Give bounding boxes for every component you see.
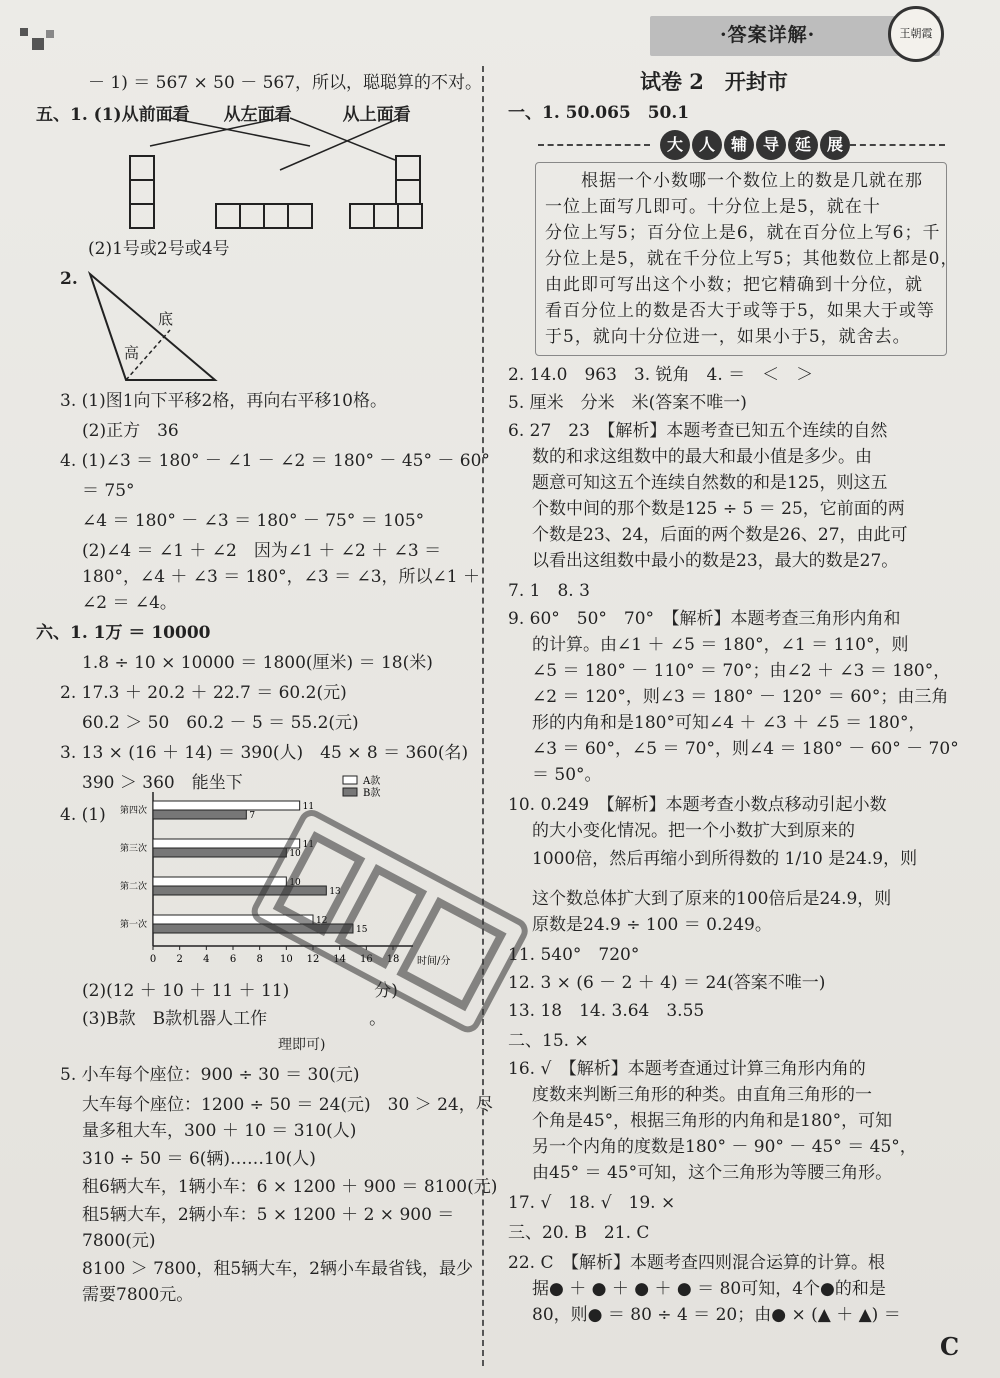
answer-line: ＝ 50°。 [532,765,602,785]
triangle-figure [80,270,230,386]
bar-value-label-a: 11 [302,802,315,812]
answer-line: 形的内角和是180°可知∠4 ＋ ∠3 ＋ ∠5 ＝ 180°， [532,713,926,733]
banner-char: 大 [660,130,690,160]
answer-line: 4. (1) [60,805,106,825]
bar-value-label-a: 10 [289,878,301,888]
figure-label-base: 底 [158,310,174,328]
answer-line: 以看出这组数中最小的数是23，最大的数是27。 [532,551,899,571]
answer-line: 1000倍，然后再缩小到所得数的 1/10 是24.9，则 [532,849,918,869]
corner-deco [46,30,54,38]
answer-line: 8100 ＞ 7800，租5辆大车，2辆小车最省钱，最少 [82,1259,473,1279]
x-tick-label: 18 [386,954,400,965]
extension-banner [660,130,850,160]
answer-line: ∠5 ＝ 180° － 110° ＝ 70°；由∠2 ＋ ∠3 ＝ 180°， [532,661,951,681]
answer-line: 9. 60° 50° 70° 【解析】本题考查三角形内角和 [508,609,901,629]
answer-line: 5. 小车每个座位：900 ÷ 30 ＝ 30(元) [60,1065,360,1085]
section-rule [850,144,945,146]
answer-line: 个数中间的那个数是125 ÷ 5 ＝ 25，它前面的两 [532,499,905,519]
category-label: 第三次 [119,844,147,854]
x-tick-label: 10 [279,954,293,965]
page-number: C [940,1332,960,1361]
extension-line: 根据一个小数哪一个数位上的数是几就在那 [545,171,923,191]
watermark-stamp [220,800,550,1060]
banner-char: 展 [820,130,850,160]
publisher-logo: 王朝霞 [888,6,944,62]
answer-line: 一、1. 50.065 50.1 [508,103,690,123]
answer-line: 2. [60,269,78,289]
x-tick-label: 2 [176,954,183,965]
answer-line: ∠4 ＝ 180° － ∠3 ＝ 180° － 75° ＝ 105° [82,511,425,531]
answer-line: 租5辆大车，2辆小车：5 × 1200 ＋ 2 × 900 ＝ [82,1205,455,1225]
answer-line: 17. √ 18. √ 19. × [508,1193,676,1213]
answer-line: 大车每个座位：1200 ÷ 50 ＝ 24(元) 30 ＞ 24，尽 [82,1095,493,1115]
answer-line: 个数是23、24，后面的两个数是26、27，由此可 [532,525,908,545]
answer-line: 10. 0.249 【解析】本题考查小数点移动引起小数 [508,795,887,815]
extension-line: 分位上是5，就在千分位上写5；其他数位上都是0， [545,249,959,269]
answer-line: 六、1. 1万 ＝ 10000 [36,623,211,643]
exam-title: 试卷 2 开封市 [640,69,788,94]
x-tick-label: 16 [359,954,373,965]
column-divider [482,66,484,1366]
x-tick-label: 12 [306,954,320,965]
answer-line: 6. 27 23 【解析】本题考查已知五个连续的自然 [508,421,888,441]
banner-char: 辅 [724,130,754,160]
answer-line: (3)B款 B款机器人工作 。 [82,1009,387,1029]
answer-line: (2)(12 ＋ 10 ＋ 11 ＋ 11) 分) [82,981,398,1001]
answer-line: 11. 540° 720° [508,945,640,965]
answer-line: (2)正方 36 [82,421,179,441]
answer-line: (2)∠4 ＝ ∠1 ＋ ∠2 因为∠1 ＋ ∠2 ＋ ∠3 ＝ [82,541,442,561]
corner-deco [20,28,28,36]
answer-line: 五、1. (1)从前面看 从左面看 从上面看 [36,105,411,125]
answer-line: 3. 13 × (16 ＋ 14) ＝ 390(人) 45 × 8 ＝ 360(名) [60,743,469,763]
answer-line: 80，则● ＝ 80 ÷ 4 ＝ 20；由● × (▲ ＋ ▲) ＝ [532,1305,901,1325]
answer-line: 量多租大车，300 ＋ 10 ＝ 310(人) [82,1121,357,1141]
answer-line: 度数来判断三角形的种类。由直角三角形的一 [532,1085,872,1105]
answer-line: 这个数总体扩大到了原来的100倍后是24.9，则 [532,889,892,909]
answer-line: 7. 1 8. 3 [508,581,590,601]
x-axis-label: 时间/分 [417,956,451,967]
answer-line: 租6辆大车，1辆小车：6 × 1200 ＋ 900 ＝ 8100(元) [82,1177,498,1197]
answer-line: 需要7800元。 [82,1285,194,1305]
answer-line: 原数是24.9 ÷ 100 ＝ 0.249。 [532,915,772,935]
answer-line: 另一个内角的度数是180° － 90° － 45° ＝ 45°， [532,1137,917,1157]
legend-swatch-a [343,776,357,784]
extension-line: 由此即可写出这个小数；把它精确到十分位，就 [545,275,923,295]
bar-value-label-b: 15 [356,925,368,935]
bar-value-label-b: 10 [289,849,301,859]
legend-label-a: A款 [363,776,381,787]
header-title: ·答案详解· [720,24,816,46]
answer-line: 180°，∠4 ＋ ∠3 ＝ 180°，∠3 ＝ ∠3，所以∠1 ＋ [82,567,481,587]
answer-line: 310 ÷ 50 ＝ 6(辆)……10(人) [82,1149,316,1169]
answer-line: 个角是45°，根据三角形的内角和是180°，可知 [532,1111,893,1131]
category-label: 第二次 [119,882,147,892]
extension-line: 一位上面写几即可。十分位上是5，就在十 [545,197,881,217]
extension-line: 看百分位上的数是否大于或等于5，如果大于或等 [545,301,935,321]
extension-line: 分位上写5；百分位上是6，就在百分位上写6；千 [545,223,941,243]
answer-line: 13. 18 14. 3.64 3.55 [508,1001,705,1021]
answer-line: 的大小变化情况。把一个小数扩大到原来的 [532,821,855,841]
category-label: 第四次 [119,806,147,816]
answer-line: 5. 厘米 分米 米(答案不唯一) [508,393,747,413]
banner-char: 导 [756,130,786,160]
answer-line: 16. √ 【解析】本题考查通过计算三角形内角的 [508,1059,866,1079]
answer-line: 60.2 ＞ 50 60.2 － 5 ＝ 55.2(元) [82,713,359,733]
bar-value-label-a: 12 [316,916,328,926]
banner-char: 人 [692,130,722,160]
answer-line: 2. 17.3 ＋ 20.2 ＋ 22.7 ＝ 60.2(元) [60,683,347,703]
answer-line: ∠2 ＝ 120°，则∠3 ＝ 180° － 120° ＝ 60°；由三角 [532,687,949,707]
x-tick-label: 0 [149,954,157,965]
x-tick-label: 6 [229,954,237,965]
answer-line: 的计算。由∠1 ＋ ∠5 ＝ 180°，∠1 ＝ 110°，则 [532,635,909,655]
banner-char: 延 [788,130,818,160]
answer-line: 22. C 【解析】本题考查四则混合运算的计算。根 [508,1253,885,1273]
bar-value-label-b: 13 [329,887,341,897]
answer-line: (2)1号或2号或4号 [88,239,230,259]
answer-line: 2. 14.0 963 3. 锐角 4. ＝ ＜ ＞ [508,365,814,385]
answer-line: 据● ＋ ● ＋ ● ＋ ● ＝ 80可知，4个●的和是 [532,1279,886,1299]
answer-line: 390 ＞ 360 能坐下 [82,773,243,793]
answer-line: 三、20. B 21. C [508,1223,650,1243]
answer-line: 由45° ＝ 45°可知，这个三角形为等腰三角形。 [532,1163,893,1183]
answer-line: ＝ 75° [82,481,135,501]
answer-line: 7800(元) [82,1231,156,1251]
answer-line: 理即可) [82,1037,326,1053]
bar-value-label-a: 11 [302,840,315,850]
legend-label-b: B款 [363,788,381,799]
legend-swatch-b [343,788,357,796]
answer-line: 题意可知这五个连续自然数的和是125，则这五 [532,473,888,493]
category-label: 第一次 [119,920,147,930]
answer-line: 4. (1)∠3 ＝ 180° － ∠1 － ∠2 ＝ 180° － 45° － 60° [60,451,490,471]
figure-label-height: 高 [124,344,140,362]
x-tick-label: 8 [256,954,263,965]
extension-line: 于5，就向十分位进一，如果小于5，就舍去。 [545,327,911,347]
answer-line: 1.8 ÷ 10 × 10000 ＝ 1800(厘米) ＝ 18(米) [82,653,433,673]
x-tick-label: 4 [203,954,210,965]
answer-line: 3. (1)图1向下平移2格，再向右平移10格。 [60,391,387,411]
answer-line: 12. 3 × (6 － 2 ＋ 4) ＝ 24(答案不唯一) [508,973,826,993]
x-tick-label: 14 [333,954,347,965]
answer-line: ∠2 ＝ ∠4。 [82,593,177,613]
three-views-figure [110,118,440,234]
answer-line: 数的和求这组数中的最大和最小值是多少。由 [532,447,872,467]
bar-value-label-b: 7 [249,811,256,821]
answer-line: 二、15. × [508,1031,589,1051]
corner-deco [32,38,44,50]
answer-line: － 1) ＝ 567 × 50 － 567，所以，聪聪算的不对。 [88,73,483,93]
section-rule [538,144,650,146]
answer-line: ∠3 ＝ 60°，∠5 ＝ 70°，则∠4 ＝ 180° － 60° － 70° [532,739,959,759]
